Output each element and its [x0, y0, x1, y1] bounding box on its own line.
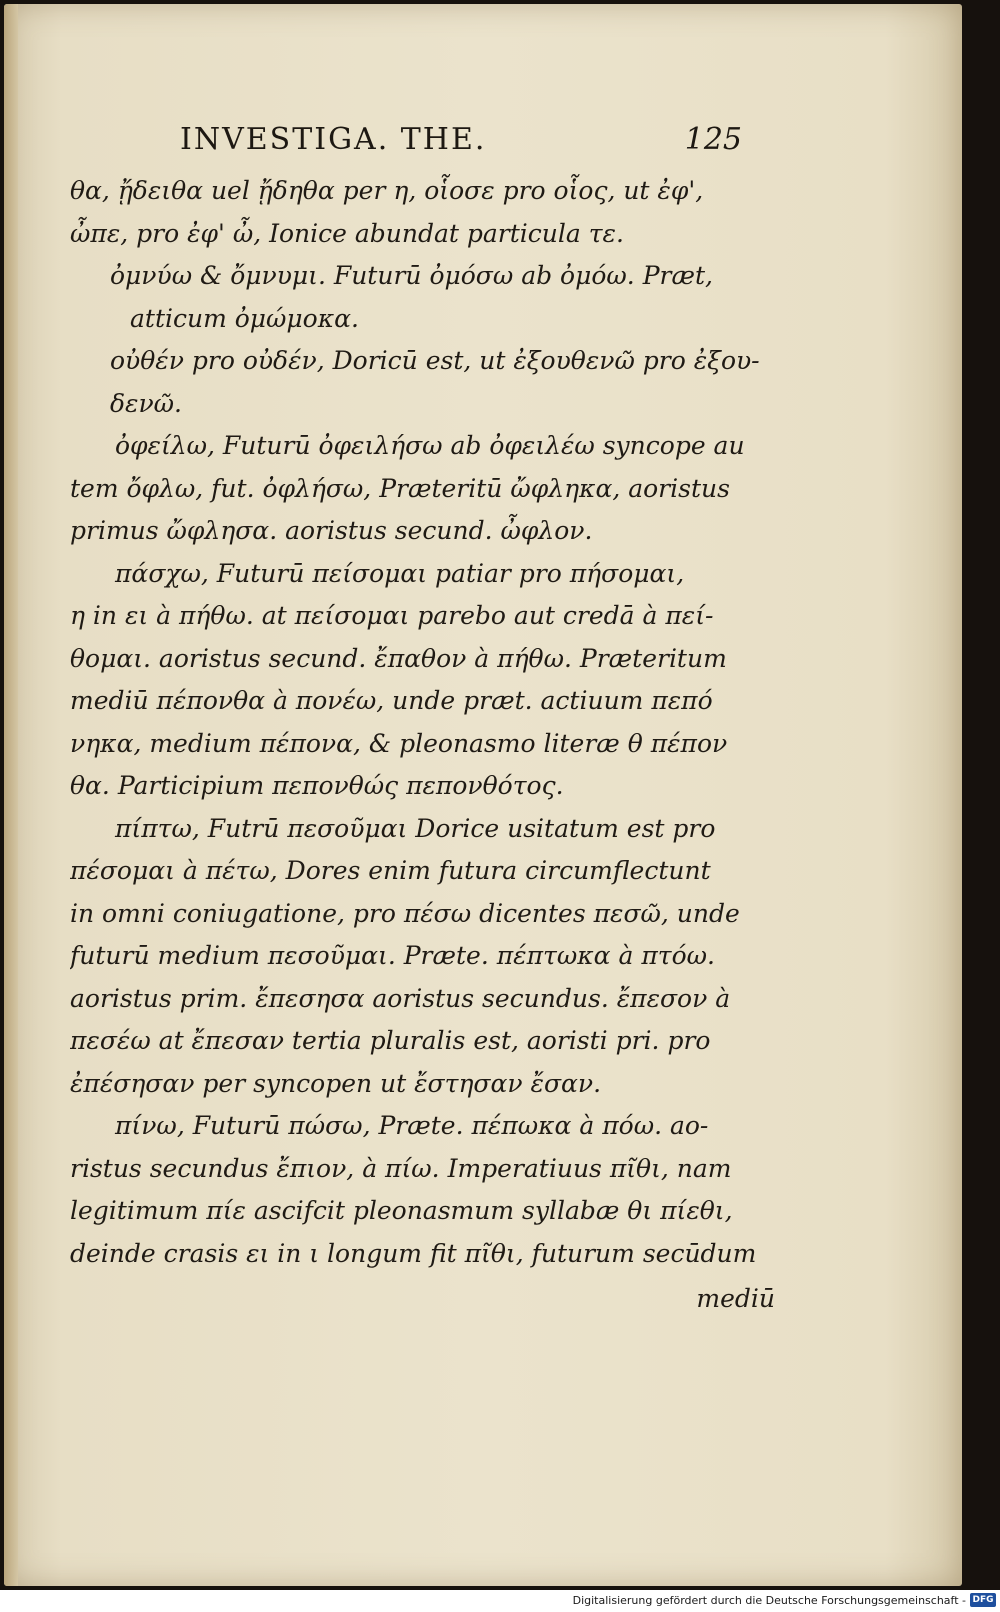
- text-line: in omni coniugatione, pro πέσω dicentes πεσῶ, unde: [70, 898, 740, 928]
- running-title: INVESTIGA. THE.: [180, 122, 487, 157]
- folio-number: 125: [684, 122, 742, 157]
- text-line: δενῶ.: [110, 388, 182, 418]
- text-line: πεσέω at ἔπεσαν tertia pluralis est, aoristi pri. pro: [70, 1026, 711, 1055]
- dfg-logo-icon: DFG: [970, 1593, 996, 1607]
- text-line: θα. Participium πεπονθώς πεπονθότος.: [70, 771, 564, 800]
- text-line: πέσομαι à πέτω, Dores enim futura circumflectunt: [70, 856, 711, 885]
- catchword: mediū: [696, 1284, 775, 1313]
- text-line: aoristus prim. ἔπεσησα aoristus secundus. ἔπεσον à: [70, 983, 731, 1013]
- text-line: mediū πέπονθα à πονέω, unde præt. actiuum πεπό: [70, 686, 713, 715]
- text-line: primus ὤφλησα. aoristus secund. ὦφλον.: [70, 516, 593, 545]
- text-line: ὀμνύω & ὄμνυμι. Futurū ὀμόσω ab ὀμόω. Præt,: [110, 261, 713, 290]
- text-line: atticum ὀμώμοκα.: [130, 303, 359, 333]
- text-line: futurū medium πεσοῦμαι. Præte. πέπτωκα à πτόω.: [70, 941, 715, 970]
- body-text: [70, 170, 760, 1275]
- text-line: ristus secundus ἔπιον, à πίω. Imperatiuus πῖθι, nam: [70, 1153, 732, 1183]
- text-line: deinde crasis ει in ι longum fit πῖθι, futurum secūdum: [70, 1238, 757, 1268]
- text-line: tem ὄφλω, fut. ὀφλήσω, Præteritū ὤφληκα, aoristus: [70, 473, 730, 503]
- text-line: θα, ᾔδειθα uel ᾔδηθα per η, οἷοσε pro οἷος, ut ἐφ',: [70, 176, 704, 205]
- text-line: η in ει à πήθω. at πείσομαι parebo aut credā à πεί-: [70, 601, 714, 630]
- footer-bar: [0, 1590, 1000, 1612]
- text-line: οὐθέν pro οὐδέν, Doricū est, ut ἐξουθενῶ pro ἐξου-: [110, 346, 760, 375]
- text-line: ὀφείλω, Futurū ὀφειλήσω ab ὀφειλέω syncope au: [115, 431, 745, 460]
- text-line: ἐπέσησαν per syncopen ut ἔστησαν ἔσαν.: [70, 1068, 602, 1098]
- text-line: legitimum πίε ascifcit pleonasmum syllabæ θι πίεθι,: [70, 1196, 733, 1225]
- funding-credit: Digitalisierung gefördert durch die Deutsche Forschungsgemeinschaft -: [572, 1594, 966, 1607]
- page-gutter-edge: [4, 4, 18, 1586]
- text-line: ὦπε, pro ἐφ' ὦ, Ionice abundat particula τε.: [70, 218, 624, 248]
- text-line: πίνω, Futurū πώσω, Præte. πέπωκα à πόω. ao-: [115, 1111, 709, 1140]
- text-line: θομαι. aoristus secund. ἔπαθον à πήθω. Præteritum: [70, 643, 727, 673]
- running-head: [180, 122, 742, 170]
- text-line: πάσχω, Futurū πείσομαι patiar pro πήσομαι,: [115, 558, 685, 588]
- text-line: νηκα, medium πέπονα, & pleonasmo literæ θ πέπον: [70, 728, 728, 758]
- text-line: πίπτω, Futrū πεσοῦμαι Dorice usitatum est pro: [115, 813, 716, 843]
